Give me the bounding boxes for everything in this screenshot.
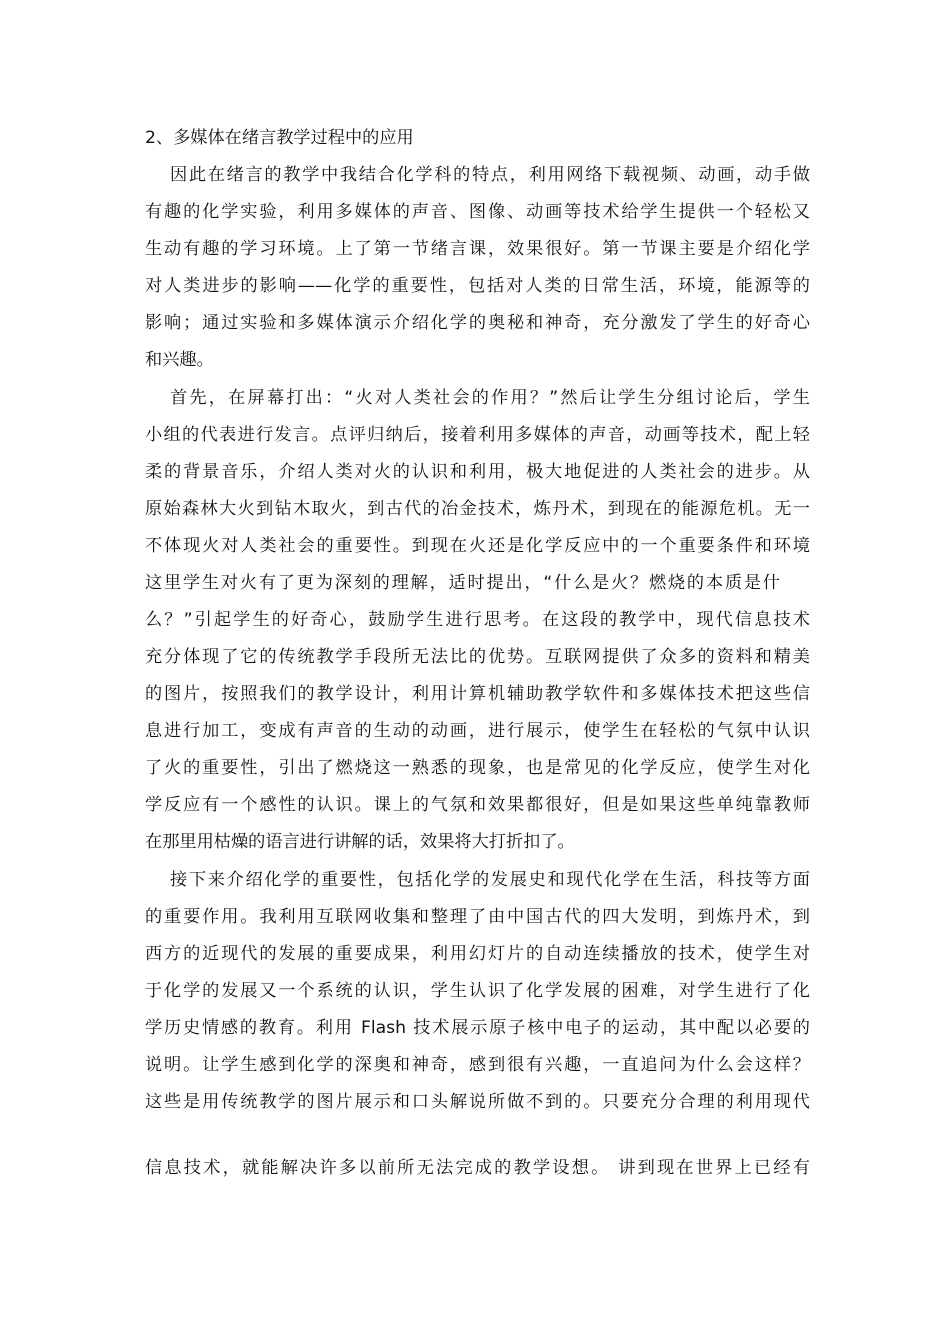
- paragraph-line: 的图片，按照我们的教学设计，利用计算机辅助教学软件和多媒体技术把这些信: [145, 684, 810, 704]
- paragraph-line: 不体现火对人类社会的重要性。到现在火还是化学反应中的一个重要条件和环境: [145, 536, 810, 556]
- paragraph-line: 对人类进步的影响——化学的重要性，包括对人类的日常生活，环境，能源等的: [145, 276, 810, 296]
- paragraph-line: 影响；通过实验和多媒体演示介绍化学的奥秘和神奇，充分激发了学生的好奇心: [145, 313, 810, 333]
- paragraph-line: 在那里用枯燥的语言进行讲解的话，效果将大打折扣了。: [145, 832, 575, 852]
- paragraph-line: 了火的重要性，引出了燃烧这一熟悉的现象，也是常见的化学反应，使学生对化: [145, 758, 810, 778]
- paragraph-line: 于化学的发展又一个系统的认识，学生认识了化学发展的困难，对学生进行了化: [145, 981, 810, 1001]
- paragraph-line: 信息技术，就能解决许多以前所无法完成的教学设想。 讲到现在世界上已经有: [145, 1158, 810, 1178]
- paragraph-line: 的重要作用。我利用互联网收集和整理了由中国古代的四大发明，到炼丹术，到: [145, 907, 810, 927]
- paragraph-line: 原始森林大火到钻木取火，到古代的冶金技术，炼丹术，到现在的能源危机。无一: [145, 499, 810, 519]
- section-heading: 2、多媒体在绪言教学过程中的应用: [145, 128, 414, 148]
- paragraph-line: 这些是用传统教学的图片展示和口头解说所做不到的。只要充分合理的利用现代: [145, 1092, 810, 1112]
- paragraph-line: 和兴趣。: [145, 350, 214, 370]
- paragraph-line: 息进行加工，变成有声音的生动的动画，进行展示，使学生在轻松的气氛中认识: [145, 721, 810, 741]
- paragraph-line: 说明。让学生感到化学的深奥和神奇，感到很有兴趣，一直追问为什么会这样？: [145, 1055, 810, 1075]
- paragraph-line: 有趣的化学实验，利用多媒体的声音、图像、动画等技术给学生提供一个轻松又: [145, 202, 810, 222]
- paragraph-line: 因此在绪言的教学中我结合化学科的特点，利用网络下载视频、动画，动手做: [170, 165, 810, 185]
- paragraph-line: 小组的代表进行发言。点评归纳后，接着利用多媒体的声音，动画等技术，配上轻: [145, 425, 810, 445]
- paragraph-line: 充分体现了它的传统教学手段所无法比的优势。互联网提供了众多的资料和精美: [145, 647, 810, 667]
- paragraph-line: 这里学生对火有了更为深刻的理解，适时提出，“什么是火？燃烧的本质是什: [145, 573, 780, 593]
- paragraph-line: 么？”引起学生的好奇心，鼓励学生进行思考。在这段的教学中，现代信息技术: [145, 610, 810, 630]
- paragraph-line: 西方的近现代的发展的重要成果，利用幻灯片的自动连续播放的技术，使学生对: [145, 944, 810, 964]
- paragraph-line: 柔的背景音乐，介绍人类对火的认识和利用，极大地促进的人类社会的进步。从: [145, 462, 810, 482]
- paragraph-line: 生动有趣的学习环境。上了第一节绪言课，效果很好。第一节课主要是介绍化学: [145, 239, 810, 259]
- paragraph-line: 学历史情感的教育。利用 Flash 技术展示原子核中电子的运动，其中配以必要的: [145, 1018, 810, 1038]
- paragraph-line: 学反应有一个感性的认识。课上的气氛和效果都很好，但是如果这些单纯靠教师: [145, 795, 810, 815]
- paragraph-line: 接下来介绍化学的重要性，包括化学的发展史和现代化学在生活，科技等方面: [170, 870, 810, 890]
- paragraph-line: 首先，在屏幕打出：“火对人类社会的作用？”然后让学生分组讨论后，学生: [170, 388, 810, 408]
